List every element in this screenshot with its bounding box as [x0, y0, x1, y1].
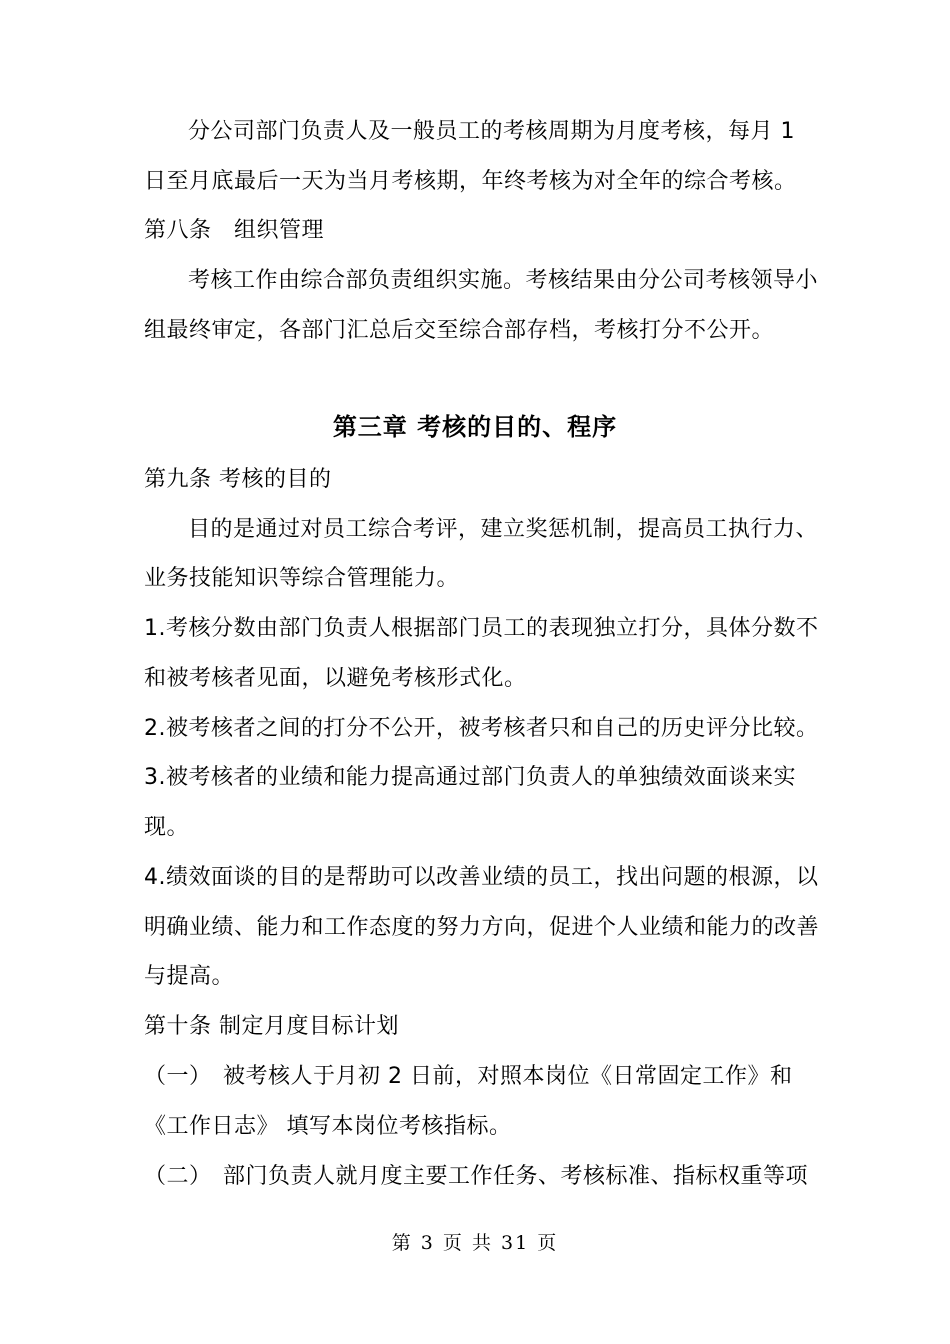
article-heading: 第九条 考核的目的 [144, 467, 332, 492]
sub-item: （一） 被考核人于月初 2 日前，对照本岗位《日常固定工作》和 [144, 1064, 793, 1089]
page-number: 第 3 页 共 31 页 [391, 1232, 559, 1254]
list-item: 4.绩效面谈的目的是帮助可以改善业绩的员工，找出问题的根源，以 [144, 865, 819, 890]
paragraph-line: 日至月底最后一天为当月考核期，年终考核为对全年的综合考核。 [144, 169, 797, 194]
paragraph-line: 现。 [144, 815, 190, 840]
list-item: 1.考核分数由部门负责人根据部门员工的表现独立打分，具体分数不 [144, 616, 819, 641]
paragraph-line: 明确业绩、能力和工作态度的努力方向，促进个人业绩和能力的改善 [144, 915, 820, 940]
paragraph-line: 组最终审定，各部门汇总后交至综合部存档，考核打分不公开。 [144, 318, 775, 343]
paragraph-line: 目的是通过对员工综合考评，建立奖惩机制，提高员工执行力、 [188, 517, 819, 542]
chapter-title: 第三章 考核的目的、程序 [332, 413, 618, 441]
list-item: 3.被考核者的业绩和能力提高通过部门负责人的单独绩效面谈来实 [144, 765, 796, 790]
paragraph-line: 与提高。 [144, 964, 235, 989]
sub-item: （二） 部门负责人就月度主要工作任务、考核标准、指标权重等项 [144, 1164, 809, 1189]
paragraph-line: 考核工作由综合部负责组织实施。考核结果由分公司考核领导小 [188, 268, 819, 293]
paragraph-line: 《工作日志》 填写本岗位考核指标。 [144, 1114, 512, 1139]
paragraph-line: 和被考核者见面，以避免考核形式化。 [144, 666, 527, 691]
paragraph-line: 分公司部门负责人及一般员工的考核周期为月度考核，每月 1 [188, 119, 795, 144]
list-item: 2.被考核者之间的打分不公开，被考核者只和自己的历史评分比较。 [144, 716, 819, 741]
paragraph-line: 业务技能知识等综合管理能力。 [144, 566, 460, 591]
article-heading: 第八条 组织管理 [144, 218, 325, 243]
article-heading: 第十条 制定月度目标计划 [144, 1014, 399, 1039]
